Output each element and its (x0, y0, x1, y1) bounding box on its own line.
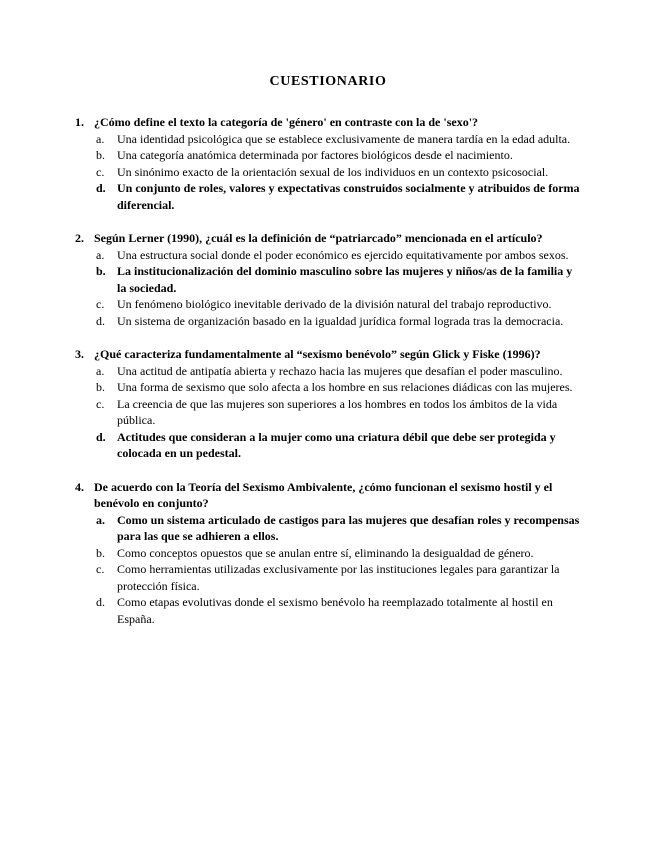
option-row (96, 180, 581, 213)
question-block-1 (75, 114, 581, 213)
question-block-4 (75, 479, 581, 628)
option-text: La creencia de que las mujeres son superiores a los hombres en todos los ámbitos de la vida pública. (117, 396, 558, 427)
question-1-options (75, 131, 581, 214)
option-row (96, 379, 581, 396)
question-3-options (75, 363, 581, 462)
option-letter: c. (96, 396, 105, 411)
option-row (96, 147, 581, 164)
option-text: Un sistema de organización basado en la igualdad jurídica formal lograda tras la democracia. (117, 313, 564, 328)
question-2-options (75, 247, 581, 330)
question-3-heading (75, 346, 581, 363)
option-row (96, 396, 581, 429)
option-row (96, 512, 581, 545)
option-letter: c. (96, 297, 105, 311)
option-text: Un fenómeno biológico inevitable derivado de la división natural del trabajo reproductivo. (117, 297, 552, 311)
option-row (96, 594, 581, 627)
option-text: Un sinónimo exacto de la orientación sexual de los individuos en un contexto psicosocial. (117, 164, 549, 179)
option-letter: a. (96, 131, 105, 146)
option-letter: b. (96, 380, 105, 394)
option-row (96, 131, 581, 148)
question-block-2 (75, 230, 581, 329)
option-letter: a. (96, 247, 105, 262)
option-text: Una forma de sexismo que solo afecta a los hombre en sus relaciones diádicas con las mujeres. (117, 380, 573, 394)
option-letter: a. (96, 363, 105, 378)
question-2-heading (75, 230, 581, 247)
option-letter: b. (96, 264, 106, 278)
option-text: Actitudes que consideran a la mujer como una criatura débil que debe ser protegida y colocada en un pedestal. (117, 429, 556, 460)
question-number: 1. (75, 115, 84, 129)
option-letter: d. (96, 313, 105, 328)
option-text: La institucionalización del dominio masculino sobre las mujeres y niños/as de la familia y la sociedad. (117, 264, 573, 295)
document-title: CUESTIONARIO (269, 74, 387, 89)
option-text: Una categoría anatómica determinada por factores biológicos desde el nacimiento. (117, 148, 513, 162)
option-row (96, 363, 581, 380)
option-text: Una actitud de antipatía abierta y rechazo hacia las mujeres que desafían el poder masculino. (117, 363, 563, 378)
question-1-heading (75, 114, 581, 131)
option-letter: b. (96, 545, 105, 560)
question-number: 4. (75, 479, 84, 494)
option-letter: c. (96, 164, 105, 179)
option-letter: d. (96, 429, 106, 444)
option-row (96, 247, 581, 264)
option-text: Un conjunto de roles, valores y expectativas construidos socialmente y atribuidos de forma diferencial. (117, 181, 580, 212)
option-text: Como etapas evolutivas donde el sexismo benévolo ha reemplazado totalmente al hostil en España. (117, 595, 553, 626)
option-letter: d. (96, 595, 105, 609)
question-block-3 (75, 346, 581, 462)
option-row (96, 263, 581, 296)
option-letter: a. (96, 512, 105, 527)
question-text: Según Lerner (1990), ¿cuál es la definición de “patriarcado” mencionada en el artículo? (94, 231, 543, 245)
option-row (96, 429, 581, 462)
option-text: Como conceptos opuestos que se anulan entre sí, eliminando la desigualdad de género. (117, 545, 534, 560)
question-number: 3. (75, 347, 84, 361)
option-row (96, 561, 581, 594)
option-letter: c. (96, 562, 105, 576)
option-letter: b. (96, 148, 105, 162)
option-text: Una identidad psicológica que se establece exclusivamente de manera tardía en la edad adulta. (117, 131, 571, 146)
option-row (96, 296, 581, 313)
question-text: ¿Cómo define el texto la categoría de 'género' en contraste con la de 'sexo'? (94, 115, 479, 129)
question-text: ¿Qué caracteriza fundamentalmente al “sexismo benévolo” según Glick y Fiske (1996)? (94, 347, 541, 361)
option-row (96, 313, 581, 330)
question-text: De acuerdo con la Teoría del Sexismo Ambivalente, ¿cómo funcionan el sexismo hostil y el benévolo en conjunto? (94, 479, 553, 510)
option-letter: d. (96, 181, 106, 195)
option-text: Como un sistema articulado de castigos para las mujeres que desafían roles y recompensas para las que se adhieren a ellos. (117, 512, 580, 543)
option-text: Una estructura social donde el poder económico es ejercido equitativamente por ambos sexos. (117, 247, 569, 262)
question-4-heading (75, 479, 581, 512)
option-row (96, 545, 581, 562)
option-row (96, 164, 581, 181)
question-number: 2. (75, 231, 84, 245)
question-4-options (75, 512, 581, 628)
option-text: Como herramientas utilizadas exclusivamente por las instituciones legales para garantizar la protección física. (117, 562, 560, 593)
